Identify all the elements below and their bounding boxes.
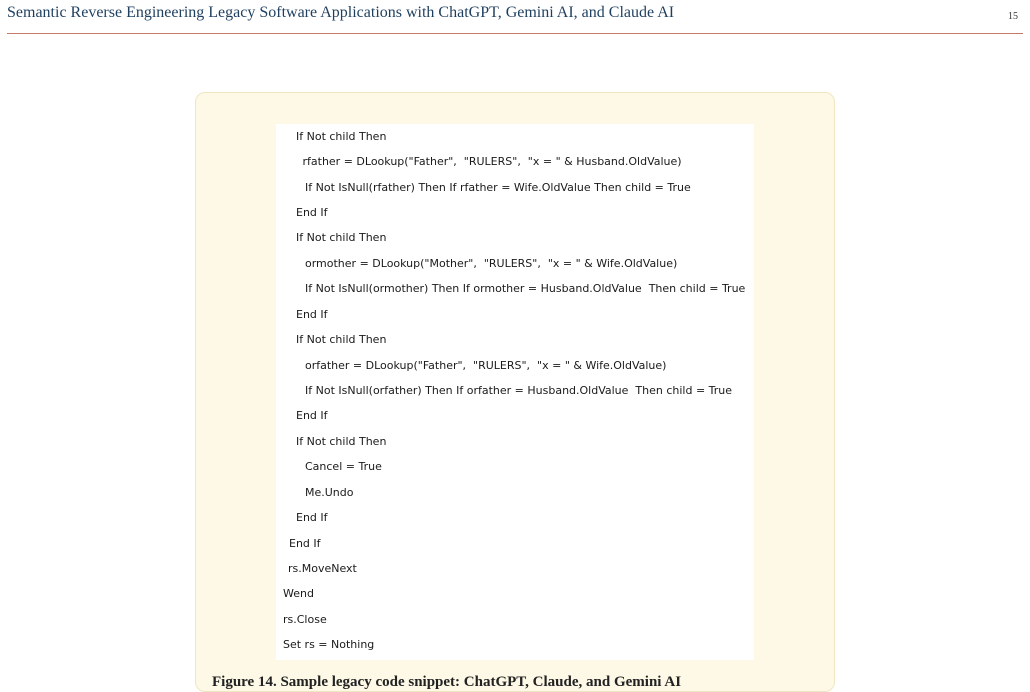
code-line: If Not child Then bbox=[296, 333, 387, 346]
code-line: If Not IsNull(orfather) Then If orfather = Husband.OldValue Then child = True bbox=[298, 384, 733, 397]
code-line: If Not IsNull(rfather) Then If rfather = Wife.OldValue Then child = True bbox=[298, 181, 691, 194]
code-line: If Not child Then bbox=[296, 435, 387, 448]
code-line: ormother = DLookup("Mother", "RULERS", "x = " & Wife.OldValue) bbox=[298, 257, 678, 270]
code-snippet-panel bbox=[276, 124, 754, 660]
code-line: Set rs = Nothing bbox=[283, 638, 375, 651]
figure-caption bbox=[212, 671, 818, 690]
code-line: End If bbox=[296, 511, 328, 524]
code-line: If Not IsNull(ormother) Then If ormother = Husband.OldValue Then child = True bbox=[298, 282, 746, 295]
running-title: Semantic Reverse Engineering Legacy Software Applications with ChatGPT, Gemini AI, and Claude AI bbox=[7, 4, 675, 21]
header-divider bbox=[7, 33, 1023, 34]
code-line: Cancel = True bbox=[298, 460, 382, 473]
page-header bbox=[0, 0, 1030, 34]
code-line: rs.MoveNext bbox=[288, 562, 357, 575]
figure-caption-text: Figure 14. Sample legacy code snippet: ChatGPT, Claude, and Gemini AI bbox=[212, 674, 682, 690]
code-line: If Not child Then bbox=[296, 231, 387, 244]
page-number: 15 bbox=[1008, 11, 1018, 22]
code-line: If Not child Then bbox=[296, 130, 387, 143]
code-line: End If bbox=[289, 537, 321, 550]
code-line: Wend bbox=[283, 587, 314, 600]
code-line: rs.Close bbox=[283, 613, 327, 626]
code-line: End If bbox=[296, 409, 328, 422]
code-line: Me.Undo bbox=[298, 486, 354, 499]
code-line: rfather = DLookup("Father", "RULERS", "x = " & Husband.OldValue) bbox=[299, 155, 682, 168]
code-line: End If bbox=[296, 308, 328, 321]
code-line: End If bbox=[296, 206, 328, 219]
code-line: orfather = DLookup("Father", "RULERS", "x = " & Wife.OldValue) bbox=[298, 359, 667, 372]
